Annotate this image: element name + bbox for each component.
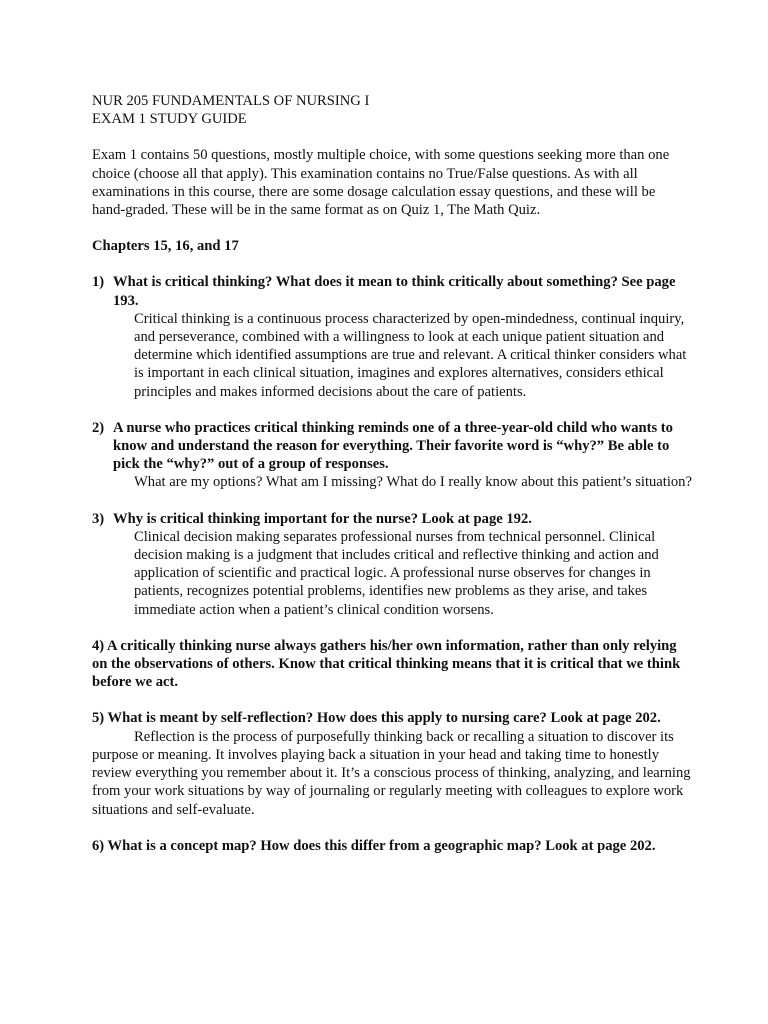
question-4-text: 4) A critically thinking nurse always gathers his/her own information, rather than only relying on the observations of others. Know that critical thinking means that it is critical that we think before we act. bbox=[92, 637, 681, 691]
answer-2: What are my options? What am I missing? What do I really know about this patient’s situation? bbox=[134, 474, 692, 491]
question-2 bbox=[92, 419, 692, 492]
question-6-text: 6) What is a concept map? How does this differ from a geographic map? Look at page 202. bbox=[92, 837, 656, 854]
answer-3: Clinical decision making separates professional nurses from technical personnel. Clinical decision making is a judgment that includes critical and reflective thinking and action and application of scientific and practical logic. A professional nurse observes for changes in patients, recognizes potential problems, identifies new problems as they arise, and takes immediate action when a patient’s clinical condition worsens. bbox=[134, 528, 659, 618]
course-title: NUR 205 FUNDAMENTALS OF NURSING I bbox=[92, 93, 370, 109]
question-2-prompt: A nurse who practices critical thinking reminds one of a three-year-old child who wants to know and understand the reason for everything. Their favorite word is “why?” Be able to pick the “why?” out of a group of responses. bbox=[113, 419, 673, 473]
section-heading: Chapters 15, 16, and 17 bbox=[92, 238, 239, 255]
question-3 bbox=[92, 510, 692, 619]
question-2-text bbox=[92, 419, 692, 474]
answer-5: Reflection is the process of purposefully thinking back or recalling a situation to discover its purpose or meaning. It involves playing back a situation in your head and taking time to honestly review everything you remember about it. It’s a conscious process of thinking, analyzing, and learning from your work situations by way of journaling or regularly meeting with colleagues to explore work situations and self-evaluate. bbox=[92, 728, 691, 818]
question-5 bbox=[92, 709, 692, 818]
question-1 bbox=[92, 273, 692, 400]
question-6 bbox=[92, 837, 692, 855]
question-3-prompt: Why is critical thinking important for the nurse? Look at page 192. bbox=[113, 510, 532, 527]
question-1-number: 1) bbox=[92, 274, 105, 291]
question-1-prompt: What is critical thinking? What does it mean to think critically about something? See page 193. bbox=[113, 274, 676, 309]
question-1-text bbox=[92, 273, 692, 309]
guide-title: EXAM 1 STUDY GUIDE bbox=[92, 111, 247, 128]
intro-paragraph: Exam 1 contains 50 questions, mostly multiple choice, with some questions seeking more than one choice (choose all that apply). This examination contains no True/False questions. As with all examinations in this course, there are some dosage calculation essay questions, and these will be hand-graded. These will be in the same format as on Quiz 1, The Math Quiz. bbox=[92, 147, 670, 219]
document-page bbox=[92, 92, 692, 855]
answer-1: Critical thinking is a continuous process characterized by open-mindedness, continual inquiry, and perseverance, combined with a willingness to look at each unique patient situation and determine which identified assumptions are true and relevant. A critical thinker considers what is important in each clinical situation, imagines and explores alternatives, considers ethical principles and makes informed decisions about the care of patients. bbox=[134, 310, 687, 400]
question-3-text bbox=[92, 510, 692, 528]
question-4 bbox=[92, 637, 692, 692]
question-3-number: 3) bbox=[92, 510, 105, 527]
question-2-number: 2) bbox=[92, 419, 105, 436]
question-5-text: 5) What is meant by self-reflection? How does this apply to nursing care? Look at page 202. bbox=[92, 710, 661, 727]
